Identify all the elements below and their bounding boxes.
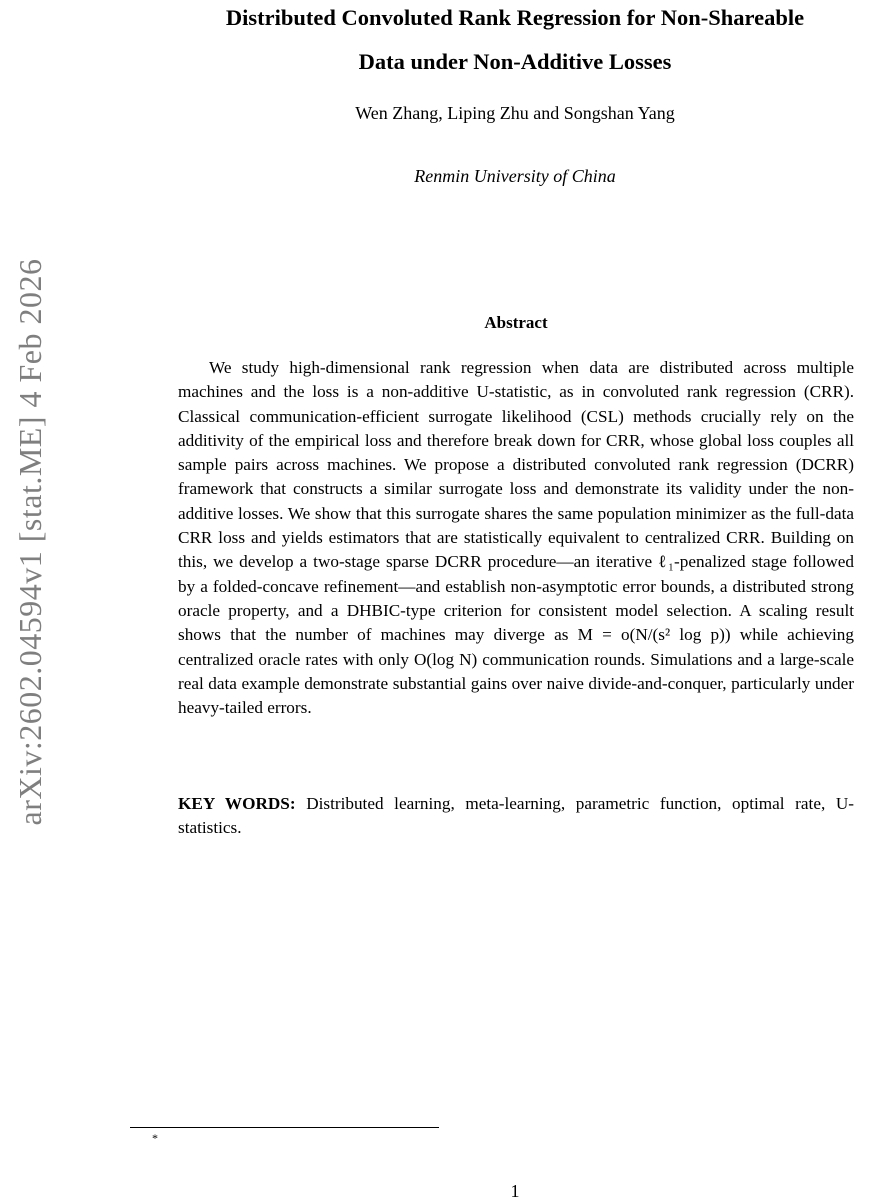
abstract-heading: Abstract [484,313,548,332]
footnote-divider [130,1127,439,1128]
paper-title [140,0,890,84]
paper-title-line-1: Distributed Convoluted Rank Regression for Non-Shareable [225,5,805,30]
footnote-marker: * [152,1131,158,1145]
author-list: Wen Zhang, Liping Zhu and Songshan Yang [355,103,675,123]
keywords-list: Distributed learning, meta-learning, parametric function, optimal rate, U-statistics. [178,794,854,838]
page-number: 1 [510,1181,520,1201]
abstract-body: We study high-dimensional rank regression when data are distributed across multiple machines and the loss is a non-additive U-statistic, as in convoluted rank regression (CRR). Classical communication-efficient surrogate likelihood (CSL) methods crucially rely on the additivity of the empirical loss and therefore break down for CRR, whose global loss couples all sample pairs across machines. We propose a distributed convoluted rank regression (DCRR) framework that constructs a similar surrogate loss and demonstrate its validity under the non-additive losses. We show that this surrogate shares the same population minimizer as the full-data CRR loss and yields estimators that are statistically equivalent to centralized CRR. Building on this, we develop a two-stage sparse DCRR procedure—an iterative ℓ₁-penalized stage followed by a folded-concave refinement—and establish non-asymptotic error bounds, a distributed strong oracle property, and a DHBIC-type criterion for consistent model selection. A scaling result shows that the number of machines may diverge as M = o(N/(s² log p)) while achieving centralized oracle rates with only O(log N) communication rounds. Simulations and a large-scale real data example demonstrate substantial gains over naive divide-and-conquer, particularly under heavy-tailed errors. [178,358,854,718]
affiliation: Renmin University of China [414,166,616,186]
arxiv-identifier-stamp: arXiv:2602.04594v1 [stat.ME] 4 Feb 2026 [12,258,48,826]
keywords-paragraph [178,792,854,841]
keywords-label: KEY WORDS: [178,794,296,813]
paper-title-line-2: Data under Non-Additive Losses [358,49,672,74]
